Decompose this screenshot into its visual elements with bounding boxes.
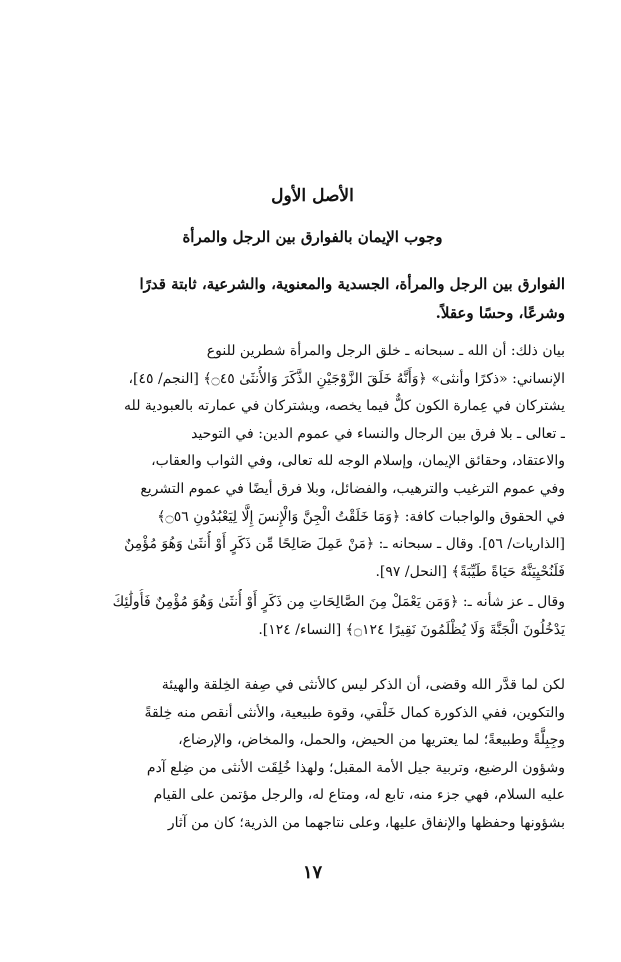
text-line: يَدْخُلُونَ الْجَنَّةَ وَلَا يُظْلَمُونَ نَقِيرًا ۝١٢٤﴾ [النساء/ ١٢٤].	[258, 621, 565, 638]
paragraph-differences	[60, 672, 565, 838]
text-line: لكن لما قدَّر الله وقضى، أن الذكر ليس كالأنثى في صِفة الخِلقة والهيئة	[161, 677, 565, 693]
text-line: وفي عموم الترغيب والترهيب، والفضائل، وبلا فرق أيضًا في عموم التشريع	[140, 480, 565, 497]
paragraph-quran-quote	[60, 589, 565, 644]
summary-line: وشرعًا، وحسًا وعقلاً.	[435, 304, 565, 322]
text-line: ـ تعالى ـ بلا فرق بين الرجال والنساء في عموم الدين: في التوحيد	[191, 425, 565, 442]
section-title: وجوب الإيمان بالفوارق بين الرجل والمرأة	[182, 228, 443, 246]
text-line: بيان ذلك: أن الله ـ سبحانه ـ خلق الرجل والمرأة شطرين للنوع	[206, 343, 565, 359]
text-line: وقال ـ عز شأنه ـ: ﴿وَمَن يَعْمَلْ مِنَ الصَّالِحَاتِ مِن ذَكَرٍ أَوْ أُنثَىٰ وَهُوَ مُؤْمِنٌ فَأُولَٰئِكَ	[112, 594, 565, 610]
text-line: والتكوين، ففي الذكورة كمال خَلْقي، وقوة طبيعية، والأنثى أنقص منه خِلقةً	[144, 704, 565, 721]
text-line: وجِبِلَّةً وطبيعةً؛ لما يعتريها من الحيض، والحمل، والمخاض، والإرضاع،	[178, 732, 565, 749]
page-number: ١٧	[302, 862, 323, 883]
text-line: وشؤون الرضيع، وتربية جيل الأمة المقبل؛ ولهذا خُلِقَت الأنثى من ضِلع آدم	[146, 759, 565, 776]
text-line: والاعتقاد، وحقائق الإيمان، وإسلام الوجه لله تعالى، وفي الثواب والعقاب،	[151, 453, 565, 470]
text-line: [الذاريات/ ٥٦]. وقال ـ سبحانه ـ: ﴿مَنْ عَمِلَ صَالِحًا مِّن ذَكَرٍ أَوْ أُنثَىٰ وَهُوَ مُؤْمِنٌ	[124, 536, 565, 553]
text-line: في الحقوق والواجبات كافة: ﴿وَمَا خَلَقْتُ الْجِنَّ وَالْإِنسَ إِلَّا لِيَعْبُدُونِ ۝٥٦﴾	[157, 508, 565, 525]
book-page	[60, 0, 565, 962]
chapter-title: الأصل الأول	[271, 186, 354, 206]
text-line: بشؤونها وحفظها والإنفاق عليها، وعلى نتاجهما من الذرية؛ كان من آثار	[167, 814, 565, 831]
summary-paragraph	[60, 270, 565, 328]
paragraph-explanation	[60, 338, 565, 586]
text-line: فَلَنُحْيِيَنَّهُ حَيَاةً طَيِّبَةً﴾ [النحل/ ٩٧].	[375, 563, 565, 580]
text-line: يشتركان في عِمارة الكون كلٌّ فيما يخصه، ويشتركان في عمارته بالعبودية لله	[124, 398, 565, 415]
summary-line: الفوارق بين الرجل والمرأة، الجسدية والمعنوية، والشرعية، ثابتة قدرًا	[139, 275, 565, 293]
text-line: الإنساني: «ذكرًا وأنثى» ﴿وَأَنَّهُ خَلَقَ الزَّوْجَيْنِ الذَّكَرَ وَالأُنثَىٰ ۝٤٥﴾ [النجم/ ٤٥]،	[128, 370, 565, 387]
text-line: عليه السلام، فهي جزء منه، تابع له، ومتاع له، والرجل مؤتمن على القيام	[153, 787, 565, 804]
